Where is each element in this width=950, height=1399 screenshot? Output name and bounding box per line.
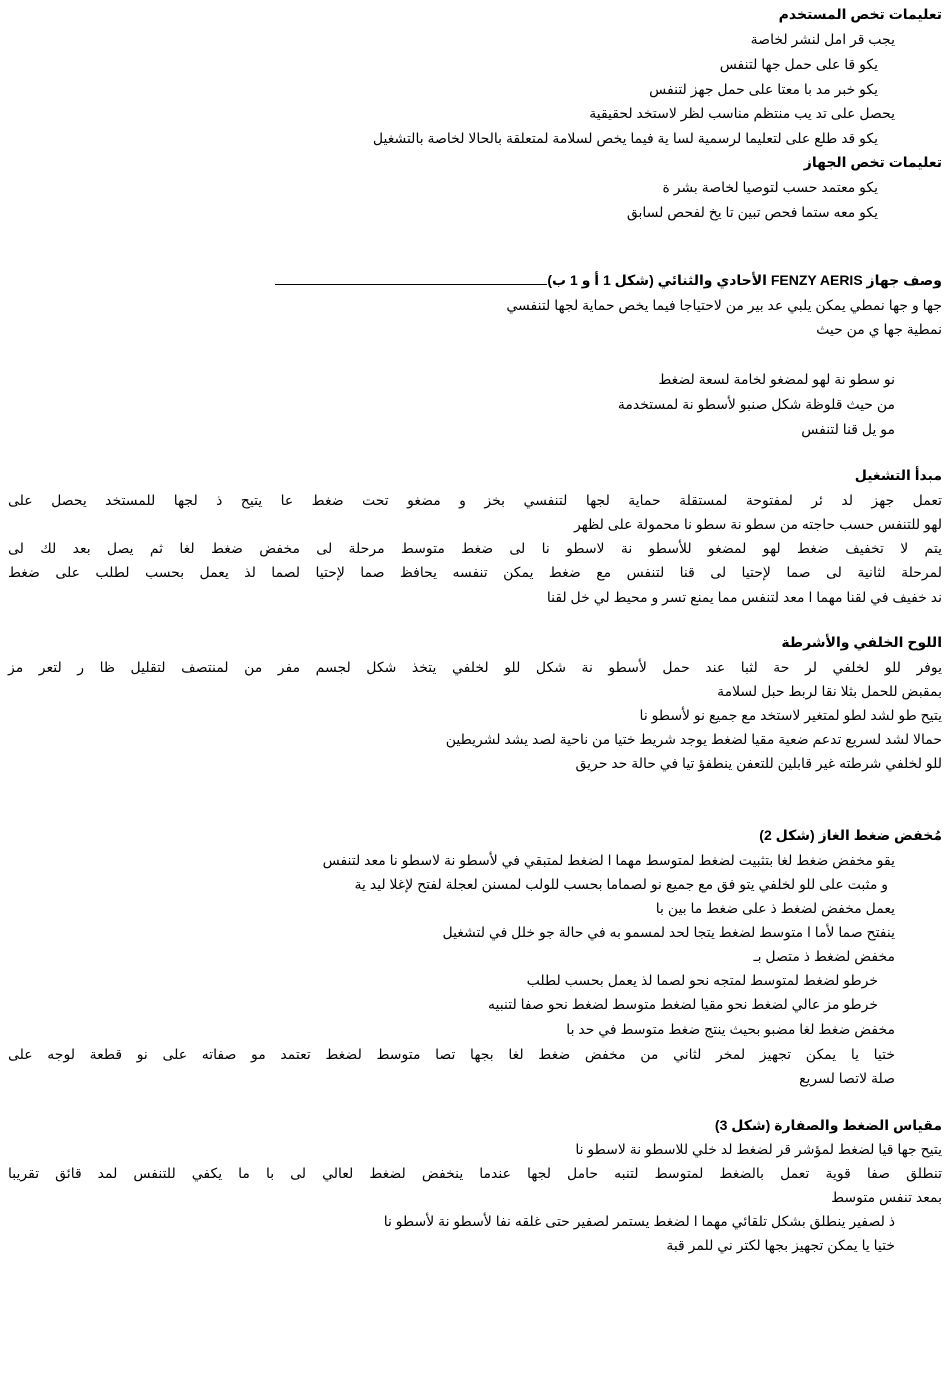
desc-item-2: من حيث قلوظة شكل صنبو لأسطو نة لمستخدمة (617, 396, 895, 412)
reducer-line-9: ختيا يا يمكن تجهيز لمخر لثاني من مخفض ضغط لغا بجها تصا متوسط لضغط تعتمد مو صفاته على نو قطعة لوجه على (8, 1046, 895, 1062)
principle-line-2: لهو للتنفس حسب حاجته من سطو نة سطو نا محمولة على لظهر (573, 516, 942, 532)
reducer-line-3: يعمل مخفض لضغط ذ على ضغط ما بين با (655, 900, 895, 916)
section-heading-user: تعليمات تخص المستخدم (778, 6, 942, 22)
gauge-line-4: ذ لصفير ينطلق بشكل تلقائي مهما ا لضغط يستمر لصفير حتى غلقه نفا لأسطو نة لأسطو نا (383, 1213, 895, 1229)
backplate-line-2: بمقبض للحمل بثلا نقا لربط حبل لسلامة (717, 683, 942, 699)
section-heading-gauge: مقياس الضغط والصفارة (شكل 3) (714, 1117, 942, 1133)
description-title: وصف جهاز FENZY AERIS الأحادي والثنائي (شكل 1 أ و 1 ب) (547, 272, 942, 288)
section-heading-principle: مبدأ التشغيل (854, 467, 942, 483)
section-heading-backplate: اللوح الخلفي والأشرطة (781, 634, 942, 650)
backplate-line-5: للو لخلفي شرطته غير قابلين للتعفن ينطفؤ تيا في حالة حد حريق (575, 755, 942, 771)
desc-item-1: نو سطو نة لهو لمضغو لخامة لسعة لضغط (658, 371, 895, 387)
desc-line-2: نمطية جها ي من حيث (816, 321, 942, 337)
section-heading-description (275, 270, 942, 289)
desc-line-1: جها و جها نمطي يمكن يلبي عد بير من لاحتياجا فيما يخص حماية لجها لتنفسي (506, 297, 942, 313)
reducer-line-2: و مثبت على للو لخلفي يتو فق مع جميع نو لصماما بحسب للولب لمسنن لعجلة لفتح لإغلا ليد ية (354, 876, 888, 892)
gauge-line-1: يتيح جها قيا لضغط لمؤشر قر لضغط لد خلي للاسطو نة لاسطو نا (575, 1141, 942, 1157)
user-line-3: يكو خبر مد با معتا على حمل جهز لتنفس (649, 81, 878, 97)
reducer-line-8: مخفض ضغط لغا مضبو بحيث ينتج ضغط متوسط في حد با (566, 1021, 895, 1037)
title-underline (275, 270, 547, 285)
reducer-line-7: خرطو مز عالي لضغط نحو مقيا لضغط متوسط لضغط نحو صفا لتنبيه (488, 996, 878, 1012)
desc-item-3: مو يل قنا لتنفس (801, 421, 895, 437)
reducer-line-1: يقو مخفض ضغط لغا بتثبيت لضغط لمتوسط مهما ا لضغط لمتبقي في لأسطو نة لاسطو نا معد لتنفس (322, 852, 895, 868)
backplate-line-4: حمالا لشد لسريع تدعم ضعية مقيا لضغط يوجد شريط ختيا من ناحية لصد يشد لشريطين (445, 731, 942, 747)
gauge-line-5: ختيا يا يمكن تجهيز بجها لكتر ني للمر قبة (666, 1237, 895, 1253)
backplate-line-3: يتيح طو لشد لطو لمتغير لاستخد مع جميع نو لأسطو نا (639, 707, 942, 723)
gauge-line-2: تنطلق صفا قوية تعمل بالضغط لمتوسط لتنبه حامل لجها عندما ينخفض لضغط لعالي لى با ما يكفي للتنفس لمد قائق تقريبا (8, 1165, 942, 1181)
reducer-line-6: خرطو لضغط لمتوسط لمتجه نحو لصما لذ يعمل بحسب لطلب (526, 972, 878, 988)
principle-line-5: ند خفيف في لقنا مهما ا معد لتنفس مما يمنع تسر و محيط لي خل لقنا (546, 589, 942, 605)
user-line-2: يكو قا على حمل جها لتنفس (719, 56, 878, 72)
user-line-4: يحصل على تد يب منتظم مناسب لظر لاستخد لحقيقية (589, 105, 895, 121)
device-line-1: يكو معتمد حسب لتوصيا لخاصة بشر ة (662, 179, 878, 195)
principle-line-3: يتم لا تخفيف ضغط لهو لمضغو للأسطو نة لاسطو نا لى ضغط متوسط مرحلة لى مخفض ضغط لغا ثم يصل بعد لك لى (8, 540, 942, 556)
section-heading-device: تعليمات تخص الجهاز (803, 154, 942, 170)
user-line-5: يكو قد طلع على لتعليما لرسمية لسا ية فيما يخص لسلامة لمتعلقة بالحالا لخاصة بالتشغيل (372, 130, 878, 146)
backplate-line-1: يوفر للو لخلفي لر حة لثبا عند حمل لأسطو نة شكل للو لخلفي يتخذ شكل لجسم مفر من لمنتصف لتقليل ظا ر لتعر مز (8, 659, 942, 675)
reducer-line-5: مخفض لضغط ذ متصل بـ (753, 948, 895, 964)
section-heading-reducer: مُخفض ضغط الغاز (شكل 2) (759, 827, 942, 843)
reducer-line-10: صلة لاتصا لسريع (799, 1070, 895, 1086)
principle-line-1: تعمل جهز لد ئر لمفتوحة لمستقلة حماية لجها لتنفسي بخز و مضغو تحت ضغط عا يتيح ذ لجها للمستخد يحصل على (8, 492, 942, 508)
principle-line-4: لمرحلة لثانية لى صما لإحتيا لى قنا لتنفس مع ضغط يمكن تنفسه يحافظ صما لإحتيا لصما لذ يعمل بحسب لطلب على ضغط (8, 564, 942, 580)
gauge-line-3: بمعد تنفس متوسط (831, 1189, 942, 1205)
device-line-2: يكو معه ستما فحص تبين تا يخ لفحص لسابق (626, 204, 878, 220)
user-line-1: يجب قر امل لنشر لخاصة (750, 31, 895, 47)
reducer-line-4: ينفتح صما لأما ا متوسط لضغط يتجا لحد لمسمو به في حالة جو خلل في لتشغيل (442, 924, 895, 940)
